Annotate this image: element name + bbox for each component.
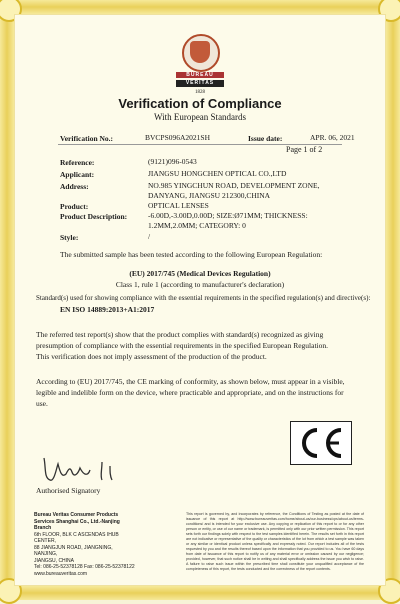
issuer-address-line: CENTER, bbox=[34, 538, 56, 544]
address-line-2: DANYANG, JIANGSU 212300,CHINA bbox=[148, 191, 271, 200]
compliance-line-2: presumption of compliance with the essential requirements in the specified European Regulation. bbox=[36, 341, 328, 350]
compliance-line-3: This verification does not imply assessment of the production of the product. bbox=[36, 352, 267, 361]
product-label: Product: bbox=[60, 202, 89, 211]
regulation-title: (EU) 2017/745 (Medical Devices Regulation) bbox=[129, 269, 271, 278]
applicant-label: Applicant: bbox=[60, 170, 95, 179]
issue-date-label: Issue date: bbox=[248, 134, 283, 143]
ce-marking bbox=[290, 421, 352, 465]
verification-no-label: Verification No.: bbox=[60, 134, 114, 143]
issuer-name-line: Branch bbox=[34, 525, 52, 531]
compliance-line-1: The referred test report(s) show that the product complies with standard(s) recognized as giving bbox=[36, 330, 324, 339]
style-value: / bbox=[148, 232, 151, 241]
issuer-address-block bbox=[34, 512, 154, 577]
bureau-veritas-logo bbox=[168, 34, 232, 98]
frame-left-border bbox=[0, 0, 14, 600]
standards-statement: Standard(s) used for showing compliance with the essential requirements in the specified regulation(s) and directive(s): bbox=[36, 294, 371, 302]
issuer-address-line: NANJING, bbox=[34, 551, 58, 557]
issue-date-value: APR. 06, 2021 bbox=[310, 133, 355, 142]
ce-marking-line-3: use. bbox=[36, 399, 48, 408]
issuer-phone: Tel: 086-25-52378128 Fax: 086-25-52378122 bbox=[34, 564, 135, 570]
authorised-signatory-label: Authorised Signatory bbox=[36, 486, 101, 495]
verification-no-value: BVCPS096A2021SH bbox=[145, 133, 211, 142]
frame-top-border bbox=[0, 0, 400, 14]
logo-text-top: BUREAU bbox=[176, 72, 224, 78]
address-line-1: NO.985 YINGCHUN ROAD, DEVELOPMENT ZONE, bbox=[148, 181, 320, 190]
product-value: OPTICAL LENSES bbox=[148, 201, 209, 210]
applicant-value: JIANGSU HONGCHEN OPTICAL CO.,LTD bbox=[148, 169, 287, 178]
document-subtitle: With European Standards bbox=[153, 112, 247, 122]
logo-text-bottom: VERITAS bbox=[176, 80, 224, 87]
issuer-address-line: 88 JIANGJUN ROAD, JIANGNING, bbox=[34, 544, 113, 551]
issuer-address-line: 6th FLOOR, BLK C ASCENDAS IHUB bbox=[34, 531, 119, 538]
product-description-line-2: 1.2MM,2.0MM; CATEGORY: 0 bbox=[148, 221, 246, 230]
document-title: Verification of Compliance bbox=[118, 96, 282, 111]
reference-label: Reference: bbox=[60, 158, 95, 167]
ce-mark-icon bbox=[291, 422, 351, 464]
issuer-name-line: Bureau Veritas Consumer Products bbox=[34, 512, 119, 518]
handwritten-signature bbox=[40, 452, 130, 484]
product-description-line-1: -6.00D,-3.00D,0.00D; SIZE:Ø71MM; THICKNESS: bbox=[148, 211, 308, 220]
reference-value: (9121)096-0543 bbox=[148, 157, 197, 166]
frame-bottom-border bbox=[0, 586, 400, 600]
legal-disclaimer: This report is governed by, and incorporates by reference, the Conditions of Testing as posted at the date of issuance of this report at http://www.bureauveritas.com/home/about-us/our-business/cps/about-us/terms-conditions/ and is intended for your exclusive use. Any copying or replication of this report to or for any other person or entity, or use of our name or trademark, is permitted only with our prior written permission. This report sets forth our findings solely with respect to the test samples identified herein. The results set forth in this report are not indicative or representative of the quality or characteristics of the lot from which a test sample was taken or any similar or identical product unless specifically and expressly noted. Our report includes all of the tests requested by you and the results thereof based upon the information that you provided to us. You have 60 days from date of issuance of this report to notify us of any material error or omission caused by our negligence; provided, however, that such notice shall be in writing and shall specifically address the issue you wish to raise. A failure to raise such issue within the prescribed time shall constitute your unqualified acceptance of the completeness of this report, the tests conducted and the correctness of the report contents. bbox=[186, 512, 364, 571]
issuer-address-line: JIANGSU, CHINA bbox=[34, 557, 75, 564]
frame-right-border bbox=[386, 0, 400, 600]
logo-shield-icon bbox=[190, 41, 210, 63]
tested-statement: The submitted sample has been tested according to the following European Regulation: bbox=[60, 250, 323, 259]
issuer-name-line: Services Shanghai Co., Ltd.-Nanjing bbox=[34, 518, 120, 525]
style-label: Style: bbox=[60, 233, 79, 242]
ce-marking-line-1: According to (EU) 2017/745, the CE marking of conformity, as shown below, must appear in a visible, bbox=[36, 377, 345, 386]
issuer-website: www.bureauveritas.com bbox=[34, 570, 88, 577]
class-statement: Class 1, rule 1 (according to manufacturer's declaration) bbox=[115, 280, 285, 289]
product-description-label: Product Description: bbox=[60, 212, 128, 221]
page-indicator: Page 1 of 2 bbox=[286, 145, 323, 154]
address-label: Address: bbox=[60, 182, 89, 191]
logo-year: 1828 bbox=[195, 90, 205, 95]
standard-value: EN ISO 14889:2013+A1:2017 bbox=[60, 305, 155, 314]
ce-marking-line-2: legible and indelible form on the device, where practicable and appropriate, and on the instructions for bbox=[36, 388, 344, 397]
